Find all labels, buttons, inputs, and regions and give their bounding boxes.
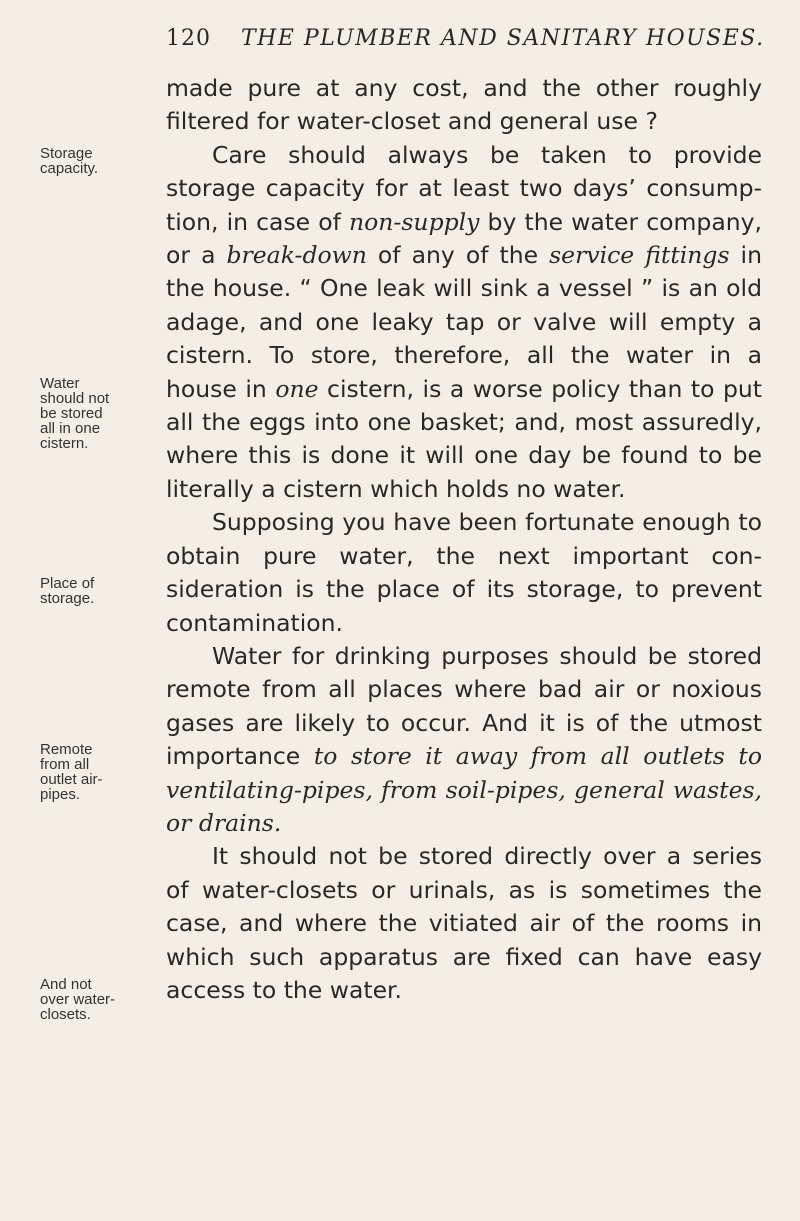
margin-note-line: Storage [40,145,93,162]
margin-note-line: Place of [40,575,95,592]
page-header [166,26,765,51]
italic-text: one [275,374,319,403]
margin-note-line: closets. [40,1006,91,1023]
margin-note-line: should not [40,390,110,407]
paragraph-remote-from-pipes [166,640,762,840]
running-title: THE PLUMBER AND SANITARY HOUSES. [241,26,765,51]
paragraph-continuation: made pure at any cost, and the other roughly filtered for water-closet and general use ? [166,74,762,136]
margin-note-line: over water- [40,991,116,1008]
text-run: of any of the [366,241,550,270]
margin-note-line: from all [40,756,90,773]
text-run: Water for drinking purposes should be stored remote from all places where bad air or noxious gases are likely to occur. And it is of the utmost importance [166,641,762,771]
margin-note-place-of-storage [40,576,152,606]
margin-note-line: Remote [40,741,93,758]
margin-note-line: And not [40,976,92,993]
italic-text: break-down [226,241,367,270]
margin-note-line: pipes. [40,786,81,803]
margin-note-water-not-one-cistern [40,376,152,451]
margin-note-line: all in one [40,420,101,437]
margin-note-not-over-closets [40,977,152,1022]
margin-note-line: Water [40,375,80,392]
paragraph-storage-capacity [166,139,762,506]
margin-note-remote-from-pipes [40,742,152,802]
page-number: 120 [166,26,211,51]
margin-note-line: be stored [40,405,103,422]
margin-note-line: capacity. [40,160,99,177]
margin-note-line: storage. [40,590,95,607]
text-run: in the house. “ One leak will sink a vessel ” is an old adage, and one leaky tap or valve will empty a cistern. To store, therefore, all the water in a house in [166,241,762,403]
italic-text: non-supply [349,207,480,236]
text-run: cistern, is a worse policy than to put all the eggs into one basket; and, most assuredly, where this is done it will one day be found to be literally a cistern which holds no water. [166,374,762,503]
italic-text: service fittings [549,241,730,270]
margin-note-line: cistern. [40,435,89,452]
paragraph-not-over-closets: It should not be stored directly over a series of water-closets or urinals, as is sometimes the case, and where the vitiated air of the rooms in which such apparatus are fixed can have easy access to the water. [166,842,762,1004]
margin-note-line: outlet air- [40,771,103,788]
text-run: by the water company, or a [166,207,762,270]
margin-note-storage-capacity [40,146,152,176]
italic-text: to store it away from all outlets to ventilating-pipes, from soil-pipes, general wastes, or drains. [166,742,763,837]
paragraph-place-of-storage: Supposing you have been fortunate enough to obtain pure water, the next important con-sideration is the place of its storage, to prevent contamination. [166,508,762,637]
body-text [166,72,762,1007]
text-run: Care should always be taken to provide storage capacity for at least two days’ consump-tion, in case of [166,140,762,236]
